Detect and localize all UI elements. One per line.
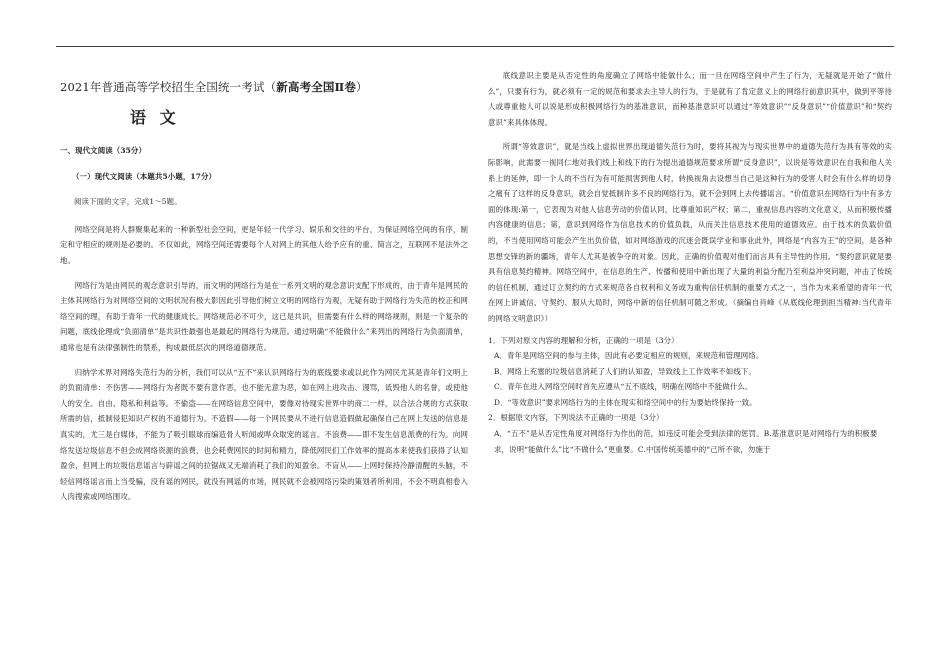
option-d: D．“等效意识”要求网络行为的主体在现实和络空间中的行为要始终保持一致。 [494,397,757,407]
question-stem: 1．下列对原文内容的理解和分析，正确的一项是（3分） [488,335,679,345]
option-a: A．青年是网络空间的参与主体，因此有必要定相应的规则，来规范和管理网络。 [494,351,764,361]
instruction-text: 阅读下面的文字，完成1～5题。 [74,197,182,207]
passage-paragraph: 网络空间是将人群聚集起来的一种新型社会空间，更是年轻一代学习、娱乐和交往的平台，为保证网络空间的有序，制定和守相应的规则是必要的。不仅如此，网络空间还需要每个人对网上的其他人给予应有的重、简言之，互联网不是法外之地。 [60,224,468,265]
passage-paragraph: 底线意识主要是从否定性的角度确立了网络中能做什么；而一旦在网络空间中产生了行为，无疑就是开始了“做什么”，只要有行为，就必须有一定的规范和要求去主导人的行为，于是就有了肯定意义上的网络行前意识其中，做到平等待人或尊重他人可以说是形成积极网络行为的基准意识，而种基准意识可以通过“等效意识”“反身意识”“价值意识”和“契约意识”来具体体现。 [488,71,892,127]
passage-paragraph: 网络行为是由网民的观念意识引导的，而文明的网络行为是在一系列文明的观念意识支配下形成的，由于青年是网民的主体其网络行为对网络空间的文明状况有极大影因此引导他们树立文明的网络行为观，无疑有助于网络行为失范的校正和网络空间的理，有助于青年一代的健康成长。网络规范必不可少，这已是共识，但需要有什么样的网络规则，则是一个复杂的问题，底线伦理成“负面清单”是共识性最强也是最起的网络行为规范。通过明确“不能做什么”来列出的网络行为负面清单，通常也是有法律强制性的禁系，构成最低层次的网络道德规范。 [60,280,468,352]
option-b: B．网络上充塞的垃圾信息消耗了人们的认知盈，导致线上工作效率不如线下。 [494,366,756,376]
option-a: A．“五不”是从否定性角度对网络行为作出的范，如违反可能会受到法律的惩罚。B.基准意识是对网络行为的积极要求，说明“能做什么”比“不做什么”更重要。C.中国传统美德中的“己所不欲，勿施于 [494,429,878,454]
top-rule [56,46,894,47]
subject-title: 语 文 [130,108,180,127]
passage-paragraph: 归纳学术界对网络失范行为的分析，我们可以从“五不”来认识网络行为的底线要求或以此作为网民尤其是青年们文明上的负面清单：不伤害——网络行为者既不要有意作恶，也不能无意为恶，如在网上进攻击、谩骂，诋毁他人的名誉，或使他人的安全。自由、隐私和利益等。不偷盗——在网络信息空间中，要像对待现实世界中的商二一样，以合法合规的方式获取所需的信，抵制侵犯知识产权的不道德行为。不造假——每一个网民要从不进行信息造假做起确保自己在网上发送的信息是真实的，尤三是白媒体，不能为了吸引眼球而编造骨人听闻或哗众取宠的谣言。不浪费——即不发生信息派费的行为。向网络发送垃圾信息不但会成网络资源的浪费，也会耗费网民的时间和精力，降低网民们工作效率的提高本来使我们获得了认知盈余，但网上的垃圾信息谣言与辟谣之间的拉锯战又无端消耗了我们的知盈余。不盲从——上网时保持冷静清醒的头脑，不轻信网络谣言而上当受骗，没有谣的网民，就没有网谣的市场，网民就不会被网络污染的策划者所利用，不会不明真相卷入人肉搜索或网络围攻。 [60,367,468,502]
left-column [60,70,468,505]
question-stem: 2．根据原文内容，下列说法不正确的一项是（3分） [488,413,664,423]
exam-title: 2021年普通高等学校招生全国统一考试（新高考全国Ⅱ卷） [60,80,368,94]
question-2 [488,410,892,457]
passage-paragraph: 所谓“等效意识”，就是当线上虚拟世界出现道德失范行为时，要将其视为与现实世界中的道德失范行为具有等效的实际影响，此需要一视同仁地对我们线上和线下的行为提出道德规范要求所谓“反身意识”，以说是等效意识在自我和他人关系上的延伸，即一个人的不当行为有可能损害到他人时，转换视角去设想当自己是这种行为的受害人时会有什么样的切身之痛有了这样的反身意识，就会自觉抵制许多不良的网络行为，就不会到网上去传播谣言。“价值意识在网络行为中有多方面的体现:第一，它表现为对他人信息劳动的价值认同，比尊重知识产权；第二，重视信息内容的文化意义，从而积极传播内容健康的信息；第，意识到网络作为信息技术的价值负载，从而关注信息技术使用的道德效应。由于技术的负载价值的，不当使用网络可能会产生出负价值，如对网络游戏的沉迷会既误学业和事业此外，网络是“内容为王”的空间，是各种思想交锋的新的疆场，青年人尤其是被争夺的对象。因此，正确的价值观对他们而言具有主导性的作用。“契约意识就是要具有信息契约精神。网络空间中，在信息的生产、传播和使用中新出现了大量的利益分配乃至利益冲突问题，冲击了传统的信任机制，通过订立契约的方式来规范各自权利和义务或为重构信任机制的重要方式之一，当作为未来希望的青年一代在网上讲诚信、守契约、服从大局时，网络中新的信任机制可随之形成。（摘编自肖峰《从底线伦理到担当精神:当代青年的网络文明意识》） [488,142,892,323]
section-heading: 一、现代文阅读（35分） [60,146,146,155]
question-1 [488,333,892,411]
option-c: C．青年在进入网络空间时首先应遵从“五不底线，明确在网络中不能做什么。 [494,382,753,392]
subsection-heading: （一）现代文阅读（本题共5小题，17分） [72,171,217,181]
right-column [488,68,892,457]
